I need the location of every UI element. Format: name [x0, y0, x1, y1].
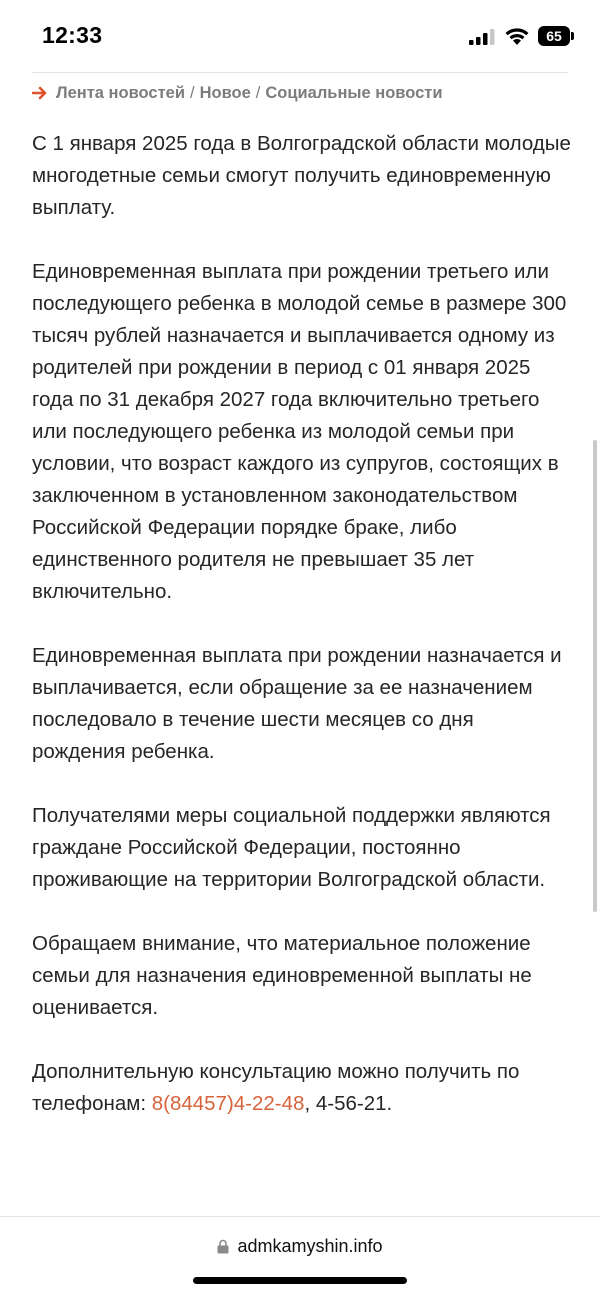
breadcrumb-separator: /	[189, 83, 195, 102]
contact-suffix: , 4-56-21.	[304, 1092, 393, 1115]
article-paragraph: С 1 января 2025 года в Волгоградской области молодые многодетные семьи смогут получить единовременную выплату.	[32, 132, 571, 219]
breadcrumb	[32, 80, 572, 106]
breadcrumb-social-news[interactable]: Социальные новости	[265, 83, 443, 102]
scrollbar[interactable]	[593, 440, 597, 912]
article-paragraph: Обращаем внимание, что материальное положение семьи для назначения единовременной выплаты не оценивается.	[32, 932, 532, 1019]
battery-tip	[571, 32, 574, 40]
phone-link[interactable]: 8(84457)4-22-48	[151, 1092, 305, 1115]
url-bar[interactable]	[0, 1233, 600, 1259]
contact-prefix: Дополнительную консультацию можно получить по телефонам:	[32, 1060, 520, 1115]
contact-paragraph	[32, 1056, 572, 1120]
battery-icon	[538, 26, 574, 46]
article-paragraph: Получателями меры социальной поддержки являются граждане Российской Федерации, постоянно проживающие на территории Волгоградской области.	[32, 804, 551, 891]
article-body	[32, 128, 572, 1152]
article-paragraph: Единовременная выплата при рождении назначается и выплачивается, если обращение за ее назначением последовало в течение шести месяцев со дня рождения ребенка.	[32, 644, 562, 763]
breadcrumb-separator: /	[255, 83, 261, 102]
breadcrumb-new[interactable]: Новое	[199, 83, 251, 102]
signal-icon	[469, 29, 495, 45]
status-bar	[0, 0, 600, 70]
status-time: 12:33	[42, 22, 103, 48]
arrow-right-icon	[32, 85, 48, 101]
top-divider	[32, 72, 568, 73]
battery-level: 65	[546, 28, 562, 44]
article-paragraph: Единовременная выплата при рождении третьего или последующего ребенка в молодой семье в размере 300 тысяч рублей назначается и выплачивается одному из родителей при рождении в период с 01 января 2025 года по 31 декабря 2027 года включительно третьего или последующего ребенка из молодой семьи при условии, что возраст каждого из супругов, состоящих в заключенном в установленном законодательством Российской Федерации порядке браке, либо единственного родителя не превышает 35 лет включительно.	[32, 260, 567, 603]
bottom-divider	[0, 1216, 600, 1217]
breadcrumb-news-feed[interactable]: Лента новостей	[56, 83, 185, 102]
home-indicator[interactable]	[193, 1277, 407, 1284]
lock-icon	[217, 1239, 229, 1254]
wifi-icon	[504, 26, 530, 46]
url-domain[interactable]: admkamyshin.info	[237, 1235, 383, 1256]
